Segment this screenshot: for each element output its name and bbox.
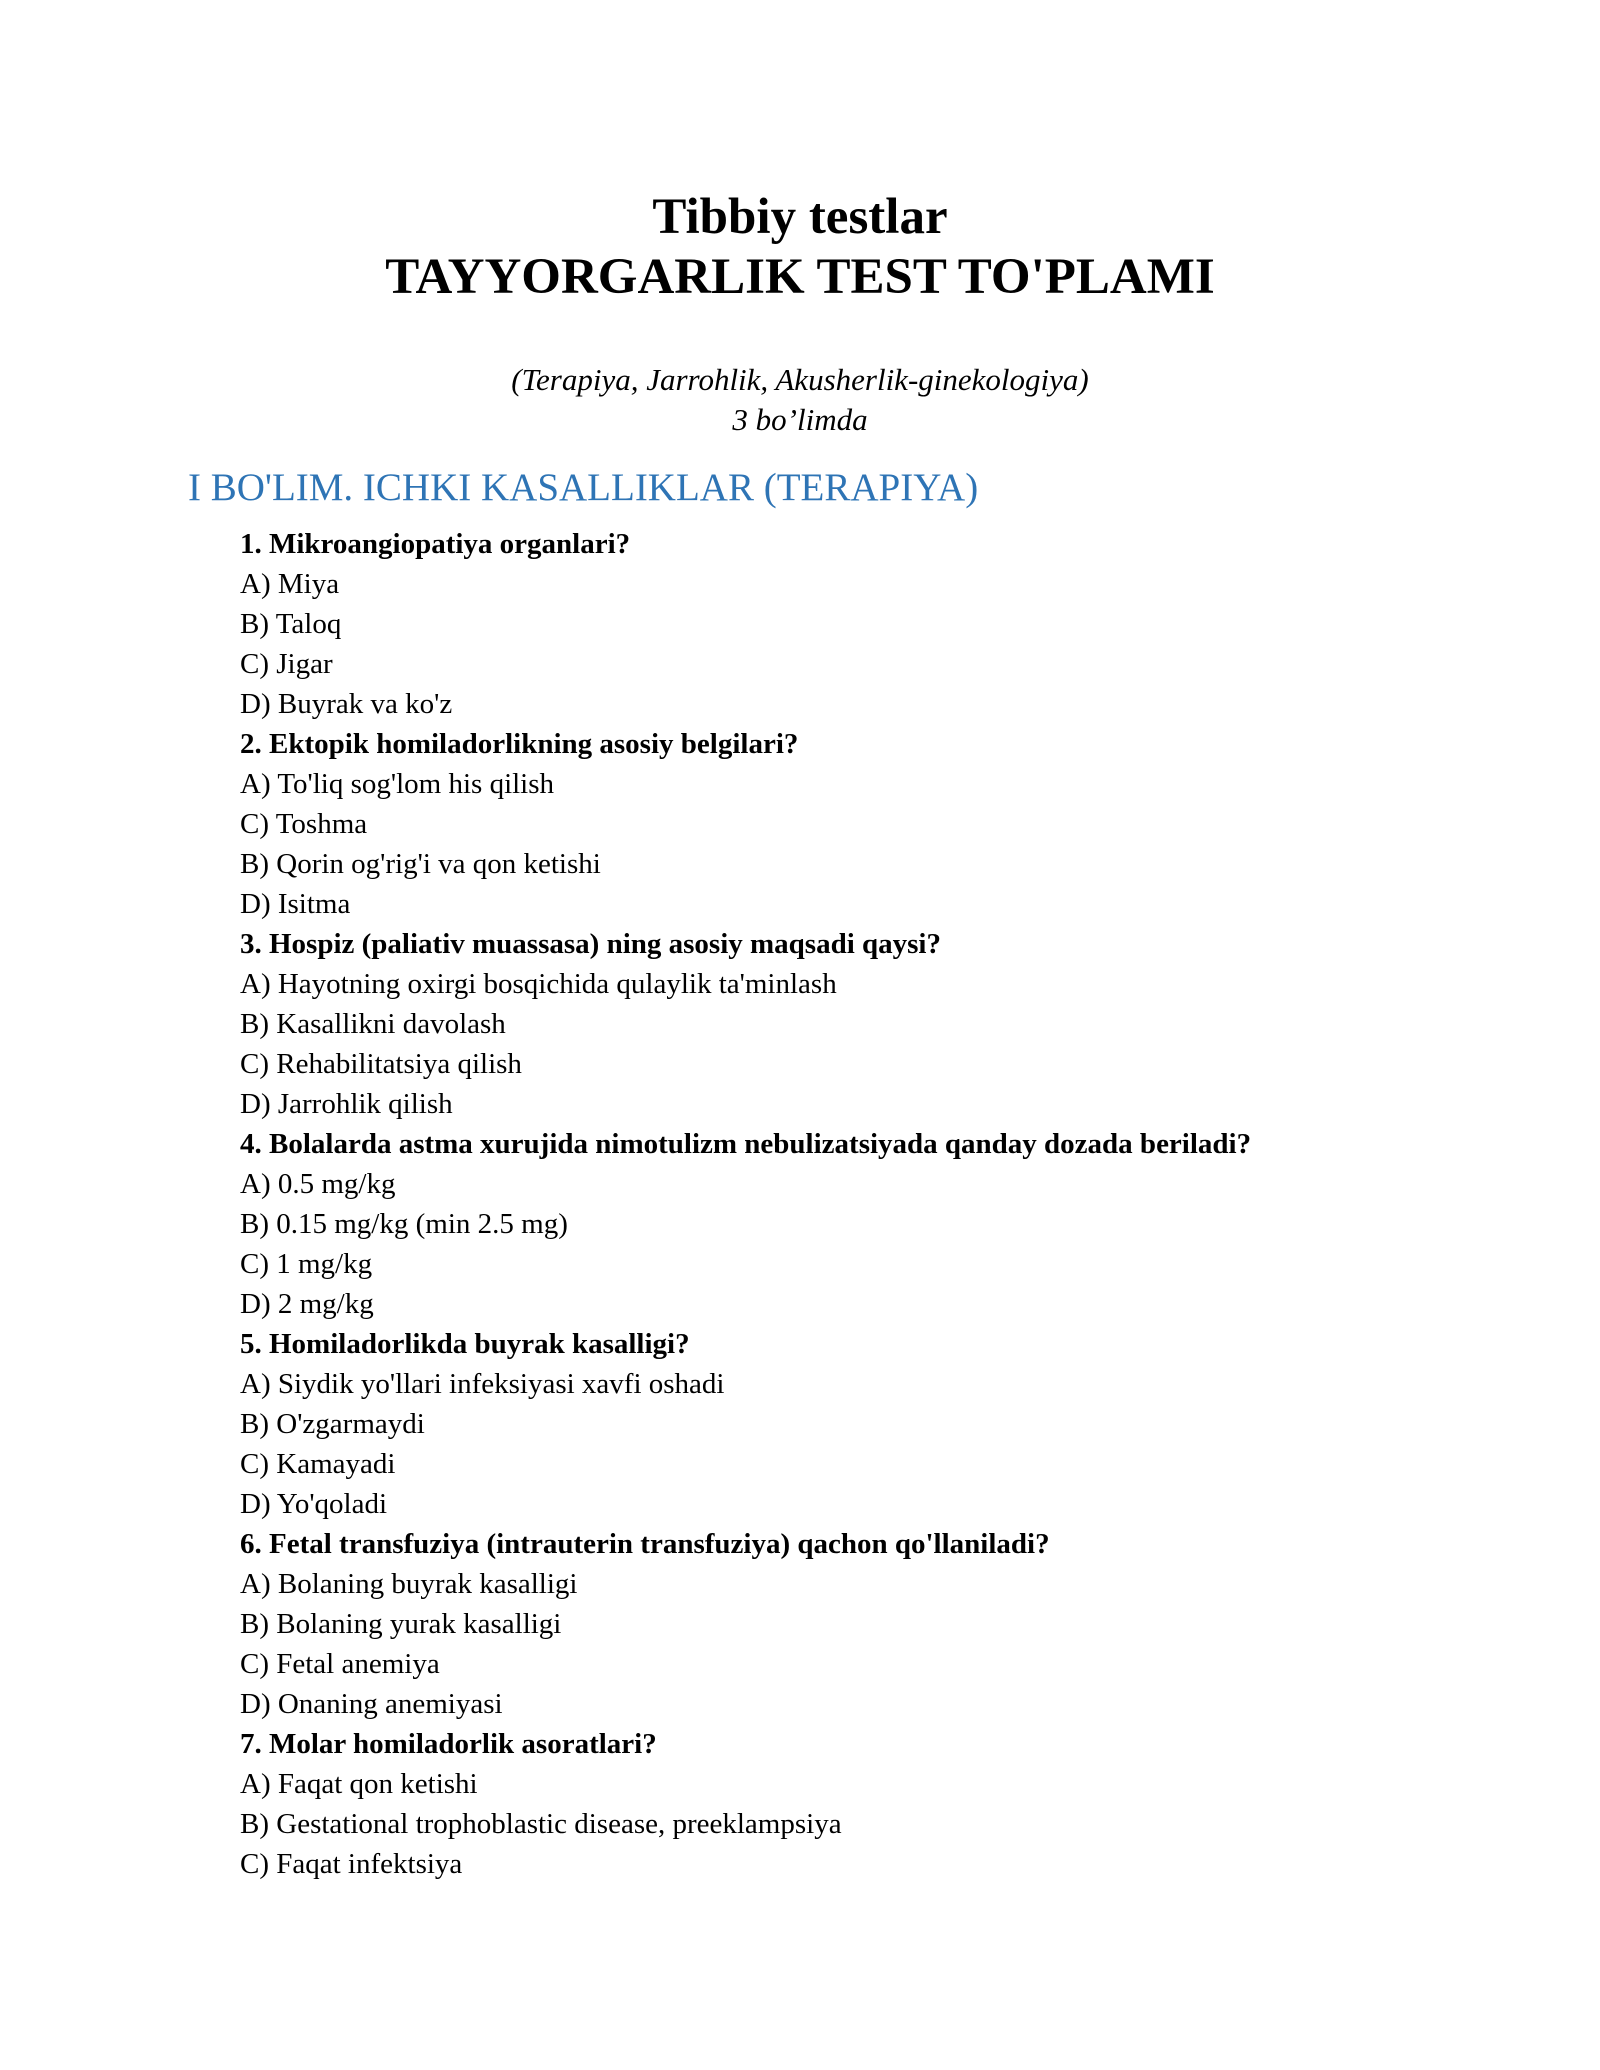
answer-option: B) Taloq: [240, 608, 342, 640]
question-text: 6. Fetal transfuziya (intrauterin transfuziya) qachon qo'llaniladi?: [240, 1528, 1050, 1560]
answer-option: D) Onaning anemiyasi: [240, 1688, 503, 1720]
answer-option: D) 2 mg/kg: [240, 1288, 374, 1320]
question-item: [240, 1324, 1440, 1524]
answer-option: A) Hayotning oxirgi bosqichida qulaylik ta'minlash: [240, 968, 837, 1000]
answer-option: B) 0.15 mg/kg (min 2.5 mg): [240, 1208, 568, 1240]
answer-option: B) O'zgarmaydi: [240, 1408, 425, 1440]
question-item: [240, 924, 1440, 1124]
question-text: 5. Homiladorlikda buyrak kasalligi?: [240, 1328, 690, 1360]
question-text: 7. Molar homiladorlik asoratlari?: [240, 1728, 657, 1760]
answer-option: D) Buyrak va ko'z: [240, 688, 453, 720]
subtitle-line-1: (Terapiya, Jarrohlik, Akusherlik-ginekologiya): [511, 362, 1089, 397]
question-item: [240, 1524, 1440, 1724]
question-list: [240, 524, 1440, 1884]
subtitle-block: [0, 360, 1600, 440]
title-line-1: Tibbiy testlar: [652, 189, 948, 245]
title-line-2: TAYYORGARLIK TEST TO'PLAMI: [385, 249, 1215, 305]
answer-option: C) Fetal anemiya: [240, 1648, 440, 1680]
answer-option: A) Bolaning buyrak kasalligi: [240, 1568, 578, 1600]
section-heading: I BO'LIM. ICHKI KASALLIKLAR (TERAPIYA): [188, 466, 979, 509]
answer-option: A) Faqat qon ketishi: [240, 1768, 478, 1800]
answer-option: C) Rehabilitatsiya qilish: [240, 1048, 522, 1080]
title-block: [0, 187, 1600, 307]
answer-option: A) Miya: [240, 568, 340, 600]
question-item: [240, 724, 1440, 924]
answer-option: B) Kasallikni davolash: [240, 1008, 506, 1040]
question-item: [240, 1124, 1440, 1324]
answer-option: A) To'liq sog'lom his qilish: [240, 768, 555, 800]
answer-option: D) Yo'qoladi: [240, 1488, 388, 1520]
subtitle-line-2: 3 bo’limda: [732, 402, 868, 437]
answer-option: B) Gestational trophoblastic disease, preeklampsiya: [240, 1808, 842, 1840]
question-item: [240, 524, 1440, 724]
answer-option: B) Bolaning yurak kasalligi: [240, 1608, 562, 1640]
question-text: 1. Mikroangiopatiya organlari?: [240, 528, 631, 560]
question-item: [240, 1724, 1440, 1884]
answer-option: C) 1 mg/kg: [240, 1248, 373, 1280]
answer-option: B) Qorin og'rig'i va qon ketishi: [240, 848, 601, 880]
answer-option: D) Isitma: [240, 888, 351, 920]
answer-option: D) Jarrohlik qilish: [240, 1088, 453, 1120]
question-text: 2. Ektopik homiladorlikning asosiy belgilari?: [240, 728, 799, 760]
answer-option: A) 0.5 mg/kg: [240, 1168, 396, 1200]
answer-option: C) Toshma: [240, 808, 368, 840]
answer-option: C) Faqat infektsiya: [240, 1848, 463, 1880]
answer-option: A) Siydik yo'llari infeksiyasi xavfi oshadi: [240, 1368, 725, 1400]
answer-option: C) Jigar: [240, 648, 333, 680]
answer-option: C) Kamayadi: [240, 1448, 396, 1480]
question-text: 3. Hospiz (paliativ muassasa) ning asosiy maqsadi qaysi?: [240, 928, 941, 960]
question-text: 4. Bolalarda astma xurujida nimotulizm nebulizatsiyada qanday dozada beriladi?: [240, 1128, 1252, 1160]
